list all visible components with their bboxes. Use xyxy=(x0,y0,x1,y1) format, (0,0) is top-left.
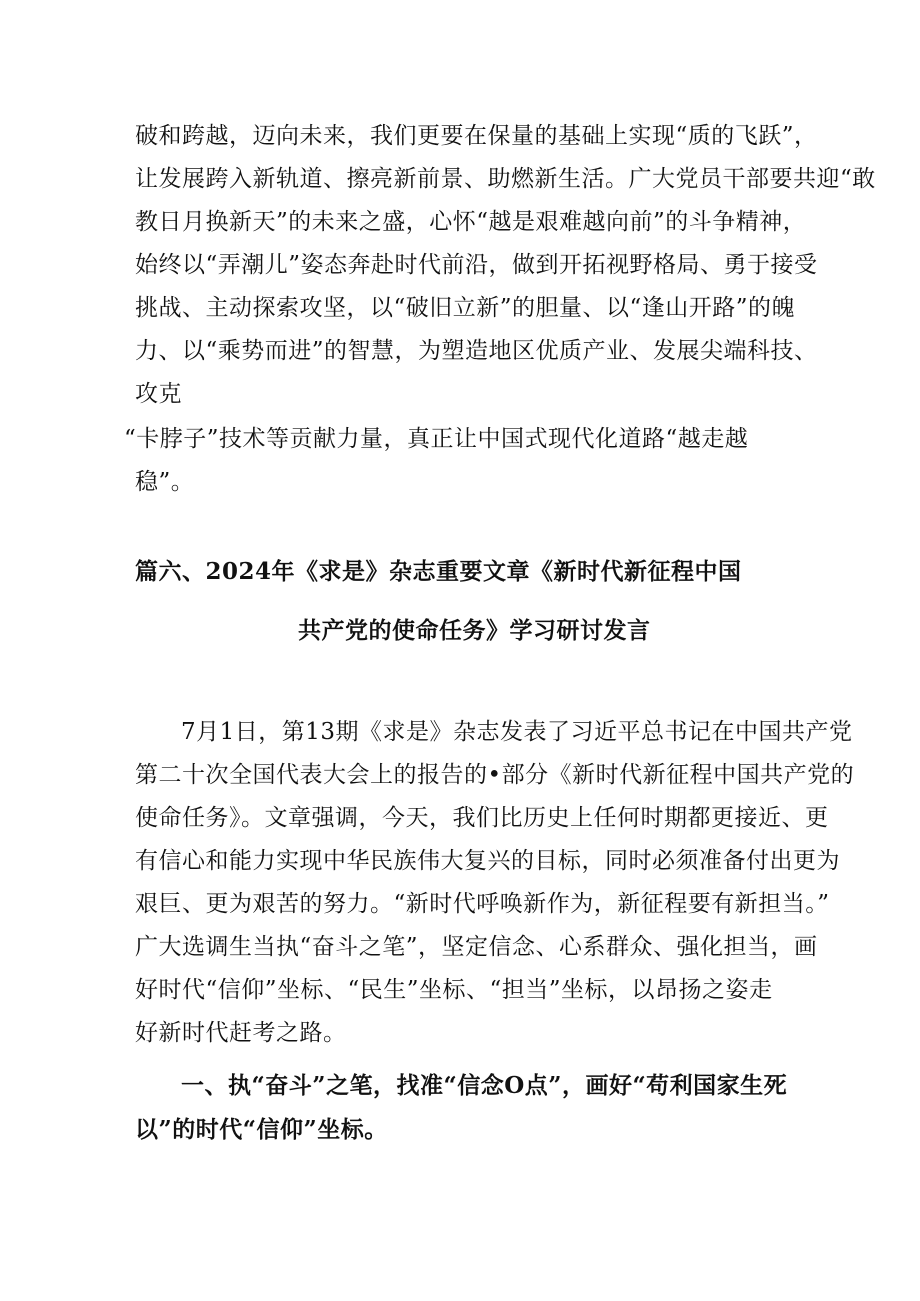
text-line: 始终以“弄潮儿”姿态奔赴时代前沿，做到开拓视野格局、勇于接受 xyxy=(135,252,818,278)
text-line: 艰巨、更为艰苦的努力。“新时代呼唤新作为，新征程要有新担当。” xyxy=(135,891,830,917)
subheading-line-2: 以”的时代“信仰”坐标。 xyxy=(135,1116,388,1143)
subheading-line-1: 一、执“奋斗”之笔，找准“信念O点”，画好“苟利国家生死 xyxy=(181,1072,788,1099)
text-line: 稳”。 xyxy=(135,469,195,495)
text-line: “卡脖子”技术等贡献力量，真正让中国式现代化道路“越走越 xyxy=(124,426,749,452)
text-line: 破和跨越，迈向未来，我们更要在保量的基础上实现“质的飞跃”， xyxy=(135,123,818,149)
text-line: 挑战、主动探索攻坚，以“破旧立新”的胆量、以“逢山开路”的魄 xyxy=(135,295,796,321)
text-line: 力、以“乘势而进”的智慧，为塑造地区优质产业、发展尖端科技、 xyxy=(135,338,818,364)
text-line: 好新时代赶考之路。 xyxy=(135,1020,347,1046)
text-line: 7月1日，第13期《求是》杂志发表了习近平总书记在中国共产党 xyxy=(181,719,853,745)
section-title-line-2: 共产党的使命任务》学习研讨发言 xyxy=(298,617,651,644)
text-line: 教日月换新天”的未来之盛，心怀“越是艰难越向前”的斗争精神， xyxy=(135,209,807,235)
text-line: 第二十次全国代表大会上的报告的•部分《新时代新征程中国共产党的 xyxy=(135,762,855,788)
text-line: 攻克 xyxy=(135,381,182,407)
text-line: 让发展跨入新轨道、擦亮新前景、助燃新生活。广大党员干部要共迎“敢 xyxy=(135,166,876,192)
text-line: 有信心和能力实现中华民族伟大复兴的目标，同时必须准备付出更为 xyxy=(135,848,840,874)
text-line: 好时代“信仰”坐标、“民生”坐标、“担当”坐标，以昂扬之姿走 xyxy=(135,977,773,1003)
section-title-line-1: 篇六、2024年《求是》杂志重要文章《新时代新征程中国 xyxy=(135,558,742,585)
text-line: 使命任务》。文章强调，今天，我们比历史上任何时期都更接近、更 xyxy=(135,805,829,831)
text-line: 广大选调生当执“奋斗之笔”，坚定信念、心系群众、强化担当，画 xyxy=(135,934,818,960)
